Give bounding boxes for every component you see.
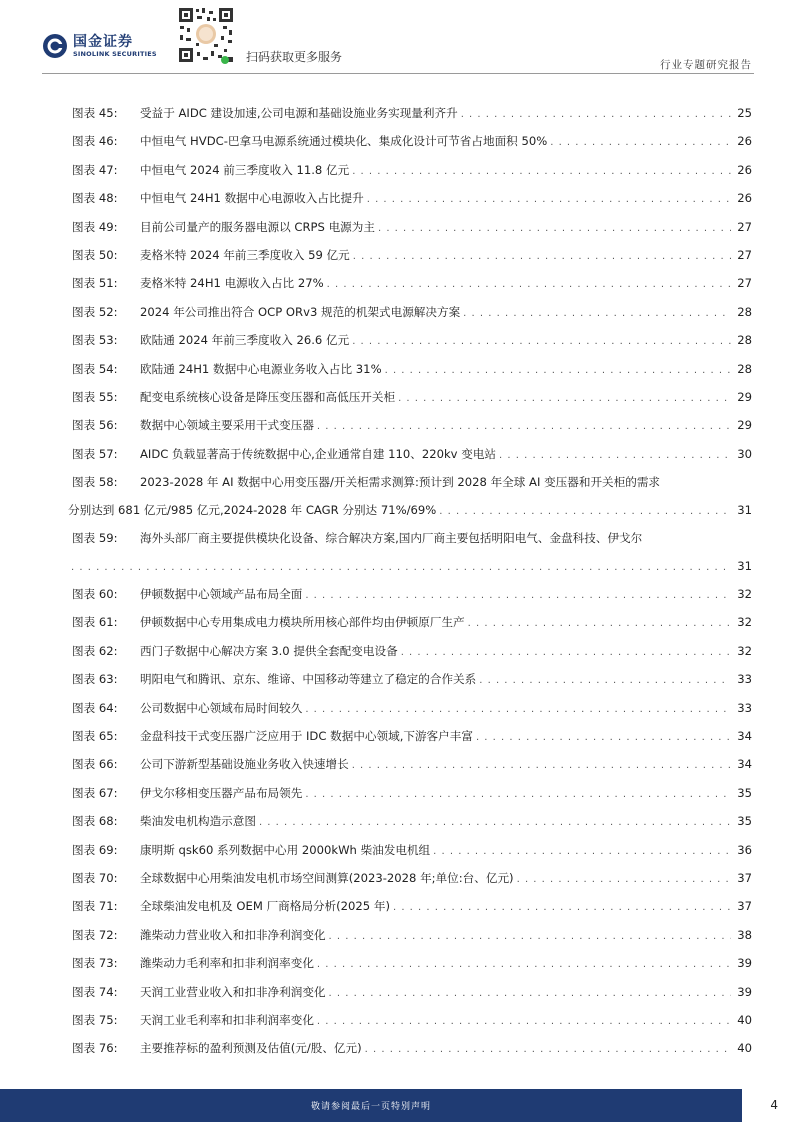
toc-dot-leader [550, 129, 731, 156]
toc-entry-page: 28 [737, 361, 752, 376]
toc-entry-label: 图表 65: [72, 728, 118, 743]
toc-dot-leader [329, 980, 731, 1007]
toc-entry-label: 图表 71: [72, 899, 118, 914]
toc-entry[interactable] [72, 270, 752, 298]
toc-dot-leader [401, 639, 731, 666]
toc-entry[interactable] [72, 950, 752, 978]
toc-entry[interactable] [72, 327, 752, 355]
toc-entry-label: 图表 69: [72, 842, 118, 857]
toc-dot-leader [305, 781, 731, 808]
toc-entry-label: 图表 48: [72, 191, 118, 206]
toc-entry-label: 图表 68: [72, 814, 118, 829]
toc-entry-page: 40 [737, 1041, 752, 1056]
toc-entry-page: 29 [737, 418, 752, 433]
toc-entry-label: 图表 57: [72, 446, 118, 461]
toc-entry-page: 29 [737, 390, 752, 405]
toc-entry-title: 天润工业毛利率和扣非利润率变化 [140, 1013, 314, 1027]
toc-entry[interactable] [72, 412, 752, 440]
toc-dot-leader [378, 215, 731, 242]
toc-entry-label: 图表 56: [72, 418, 118, 433]
toc-dot-leader [385, 357, 731, 384]
toc-entry-title: 明阳电气和腾讯、京东、维谛、中国移动等建立了稳定的合作关系 [140, 672, 477, 687]
toc-entry-page: 26 [737, 134, 752, 149]
toc-entry-title: 2024 年公司推出符合 OCP ORv3 规范的机架式电源解决方案 [140, 304, 461, 319]
toc-entry[interactable] [72, 100, 752, 128]
toc-entry-title: 2023-2028 年 AI 数据中心用变压器/开关柜需求测算:预计到 2028 年全球 AI 变压器和开关柜的需求 [140, 475, 661, 490]
toc-entry[interactable] [72, 441, 752, 469]
toc-entry-title: 配变电系统核心设备是降压变压器和高低压开关柜 [140, 390, 396, 405]
toc-entry[interactable] [72, 1035, 752, 1063]
toc-entry-label: 图表 74: [72, 984, 118, 999]
toc-entry-title: 主要推荐标的盈利预测及估值(元/股、亿元) [140, 1041, 362, 1056]
toc-entry[interactable] [72, 751, 752, 779]
toc-entry-title-continued: 分别达到 681 亿元/985 亿元,2024-2028 年 CAGR 分别达 71%/69% [68, 502, 437, 517]
toc-entry[interactable] [72, 893, 752, 921]
toc-entry-title: 麦格米特 24H1 电源收入占比 27% [140, 276, 324, 291]
toc-entry-label: 图表 67: [72, 785, 118, 800]
toc-entry-page: 27 [737, 248, 752, 263]
toc-entry-label: 图表 51: [72, 276, 118, 291]
logo-chinese-name: 国金证券 [73, 34, 133, 50]
toc-entry-label: 图表 52: [72, 304, 118, 319]
toc-dot-leader [517, 866, 731, 893]
logo-english-name: SINOLINK SECURITIES [73, 50, 157, 58]
toc-entry-page: 37 [737, 899, 752, 914]
toc-dot-leader [433, 838, 731, 865]
toc-entry-label: 图表 64: [72, 700, 118, 715]
toc-dot-leader [499, 442, 731, 469]
toc-entry-title: 西门子数据中心解决方案 3.0 提供全套配变电设备 [140, 643, 398, 658]
toc-entry[interactable] [72, 666, 752, 694]
toc-entry-label: 图表 62: [72, 643, 118, 658]
toc-dot-leader [367, 186, 731, 213]
toc-entry-page: 39 [737, 956, 752, 971]
toc-entry[interactable] [72, 525, 752, 581]
toc-entry-label: 图表 76: [72, 1041, 118, 1056]
toc-entry-title: 中恒电气 24H1 数据中心电源收入占比提升 [140, 191, 364, 206]
toc-entry-title: 欧陆通 24H1 数据中心电源业务收入占比 31% [140, 361, 382, 376]
toc-entry-page: 40 [737, 1013, 752, 1027]
toc-entry[interactable] [72, 865, 752, 893]
toc-entry[interactable] [72, 723, 752, 751]
toc-entry-page: 31 [737, 502, 752, 517]
qr-caption: 扫码获取更多服务 [246, 50, 343, 64]
toc-entry-title: 中恒电气 HVDC-巴拿马电源系统通过模块化、集成化设计可节省占地面积 50% [140, 134, 548, 149]
toc-dot-leader [305, 696, 731, 723]
header-divider [42, 73, 754, 74]
toc-entry-page: 26 [737, 162, 752, 177]
toc-entry-page: 26 [737, 191, 752, 206]
toc-entry[interactable] [72, 609, 752, 637]
toc-entry-label: 图表 75: [72, 1013, 118, 1027]
toc-entry[interactable] [72, 695, 752, 723]
toc-dot-leader [352, 328, 731, 355]
toc-entry-label: 图表 53: [72, 333, 118, 348]
toc-dot-leader [352, 158, 731, 185]
toc-entry-page: 35 [737, 814, 752, 829]
toc-entry-page: 38 [737, 927, 752, 942]
toc-entry-label: 图表 47: [72, 162, 118, 177]
toc-entry-title: 伊顿数据中心专用集成电力模块所用核心部件均由伊顿原厂生产 [140, 615, 465, 630]
toc-entry[interactable] [72, 185, 752, 213]
toc-entry-title: 全球柴油发电机及 OEM 厂商格局分析(2025 年) [140, 899, 390, 914]
toc-entry-title: 全球数据中心用柴油发电机市场空间测算(2023-2028 年;单位:台、亿元) [140, 870, 514, 885]
toc-entry-title: 欧陆通 2024 年前三季度收入 26.6 亿元 [140, 333, 350, 348]
toc-entry[interactable] [72, 214, 752, 242]
toc-entry[interactable] [72, 157, 752, 185]
toc-entry-page: 27 [737, 276, 752, 291]
toc-entry-page: 34 [737, 728, 752, 743]
toc-entry[interactable] [72, 638, 752, 666]
toc-entry-title: 潍柴动力营业收入和扣非净利润变化 [140, 927, 326, 942]
toc-entry[interactable] [72, 299, 752, 327]
toc-entry-title: 公司数据中心领域布局时间较久 [140, 700, 303, 715]
toc-entry[interactable] [72, 1007, 752, 1035]
toc-entry[interactable] [72, 780, 752, 808]
toc-entry-page: 35 [737, 785, 752, 800]
toc-dot-leader [317, 413, 731, 440]
toc-entry-title: 康明斯 qsk60 系列数据中心用 2000kWh 柴油发电机组 [140, 842, 431, 857]
toc-entry-page: 28 [737, 333, 752, 348]
toc-entry[interactable] [72, 979, 752, 1007]
toc-entry[interactable] [72, 384, 752, 412]
toc-entry-page: 30 [737, 446, 752, 461]
toc-entry-label: 图表 58: [72, 475, 118, 490]
toc-entry-label: 图表 61: [72, 615, 118, 630]
toc-entry[interactable] [72, 242, 752, 270]
toc-entry-page: 32 [737, 643, 752, 658]
toc-entry[interactable] [72, 128, 752, 156]
toc-dot-leader [468, 610, 731, 637]
qr-code-icon[interactable] [176, 5, 236, 65]
toc-entry[interactable] [72, 356, 752, 384]
toc-entry-page: 25 [737, 106, 752, 120]
toc-dot-leader [353, 243, 731, 270]
toc-entry-page: 31 [737, 558, 752, 573]
toc-dot-leader [461, 101, 731, 128]
toc-entry-title: 潍柴动力毛利率和扣非利润率变化 [140, 956, 314, 971]
toc-entry-title: 伊戈尔移相变压器产品布局领先 [140, 785, 303, 800]
toc-entry-page: 33 [737, 700, 752, 715]
toc-entry-page: 33 [737, 672, 752, 687]
toc-dot-leader [393, 894, 731, 921]
toc-entry-label: 图表 73: [72, 956, 118, 971]
table-of-figures [68, 100, 752, 1064]
report-type-label: 行业专题研究报告 [660, 59, 752, 71]
toc-entry-page: 32 [737, 586, 752, 601]
toc-dot-leader [398, 385, 731, 412]
toc-dot-leader [317, 1008, 731, 1035]
toc-entry-label: 图表 63: [72, 672, 118, 687]
toc-entry-label: 图表 54: [72, 361, 118, 376]
toc-entry-page: 39 [737, 984, 752, 999]
toc-dot-leader [259, 809, 731, 836]
toc-entry[interactable] [68, 469, 752, 525]
toc-entry-title: 金盘科技干式变压器广泛应用于 IDC 数据中心领域,下游客户丰富 [140, 728, 473, 743]
toc-entry-title: 海外头部厂商主要提供模块化设备、综合解决方案,国内厂商主要包括明阳电气、金盘科技、伊戈尔 [140, 531, 643, 546]
toc-entry-label: 图表 70: [72, 870, 118, 885]
toc-entry[interactable] [72, 581, 752, 609]
toc-entry-page: 32 [737, 615, 752, 630]
toc-dot-leader [365, 1036, 731, 1063]
toc-entry-label: 图表 59: [72, 531, 118, 546]
toc-dot-leader [352, 752, 731, 779]
toc-entry-page: 28 [737, 304, 752, 319]
toc-entry-label: 图表 60: [72, 586, 118, 601]
toc-entry-label: 图表 50: [72, 248, 118, 263]
footer-disclaimer[interactable]: 敬请参阅最后一页特别声明 [310, 1102, 431, 1112]
toc-entry-page: 34 [737, 757, 752, 772]
toc-dot-leader [329, 923, 731, 950]
toc-entry-title: 目前公司量产的服务器电源以 CRPS 电源为主 [140, 219, 375, 234]
toc-entry-label: 图表 66: [72, 757, 118, 772]
toc-entry-title: 伊顿数据中心领域产品布局全面 [140, 586, 303, 601]
page-header [0, 0, 794, 76]
toc-dot-leader [305, 582, 731, 609]
toc-dot-leader [327, 271, 731, 298]
toc-entry-title: 麦格米特 2024 年前三季度收入 59 亿元 [140, 248, 350, 263]
toc-entry-page: 27 [737, 219, 752, 234]
toc-dot-leader [479, 667, 731, 694]
toc-entry-page: 37 [737, 870, 752, 885]
page-number: 4 [770, 1098, 778, 1112]
toc-entry[interactable] [72, 922, 752, 950]
toc-dot-leader [463, 300, 731, 327]
toc-entry-label: 图表 72: [72, 927, 118, 942]
toc-entry-title: 受益于 AIDC 建设加速,公司电源和基础设施业务实现量利齐升 [140, 106, 458, 120]
toc-entry-title: 天润工业营业收入和扣非净利润变化 [140, 984, 326, 999]
toc-entry-label: 图表 49: [72, 219, 118, 234]
toc-entry-title: 柴油发电机构造示意图 [140, 814, 256, 829]
toc-entry-label: 图表 55: [72, 390, 118, 405]
toc-dot-leader [317, 951, 731, 978]
toc-entry-title: 数据中心领域主要采用干式变压器 [140, 418, 314, 433]
toc-entry-label: 图表 46: [72, 134, 118, 149]
toc-entry[interactable] [72, 808, 752, 836]
company-logo [42, 33, 157, 59]
toc-entry[interactable] [72, 837, 752, 865]
toc-dot-leader [439, 498, 731, 525]
toc-entry-title: 公司下游新型基础设施业务收入快速增长 [140, 757, 349, 772]
sinolink-logo-icon [42, 33, 68, 59]
toc-dot-leader [71, 554, 731, 581]
toc-entry-title: 中恒电气 2024 前三季度收入 11.8 亿元 [140, 162, 350, 177]
toc-entry-label: 图表 45: [72, 106, 118, 120]
toc-entry-page: 36 [737, 842, 752, 857]
toc-entry-title: AIDC 负载显著高于传统数据中心,企业通常自建 110、220kv 变电站 [140, 446, 497, 461]
toc-dot-leader [476, 724, 731, 751]
